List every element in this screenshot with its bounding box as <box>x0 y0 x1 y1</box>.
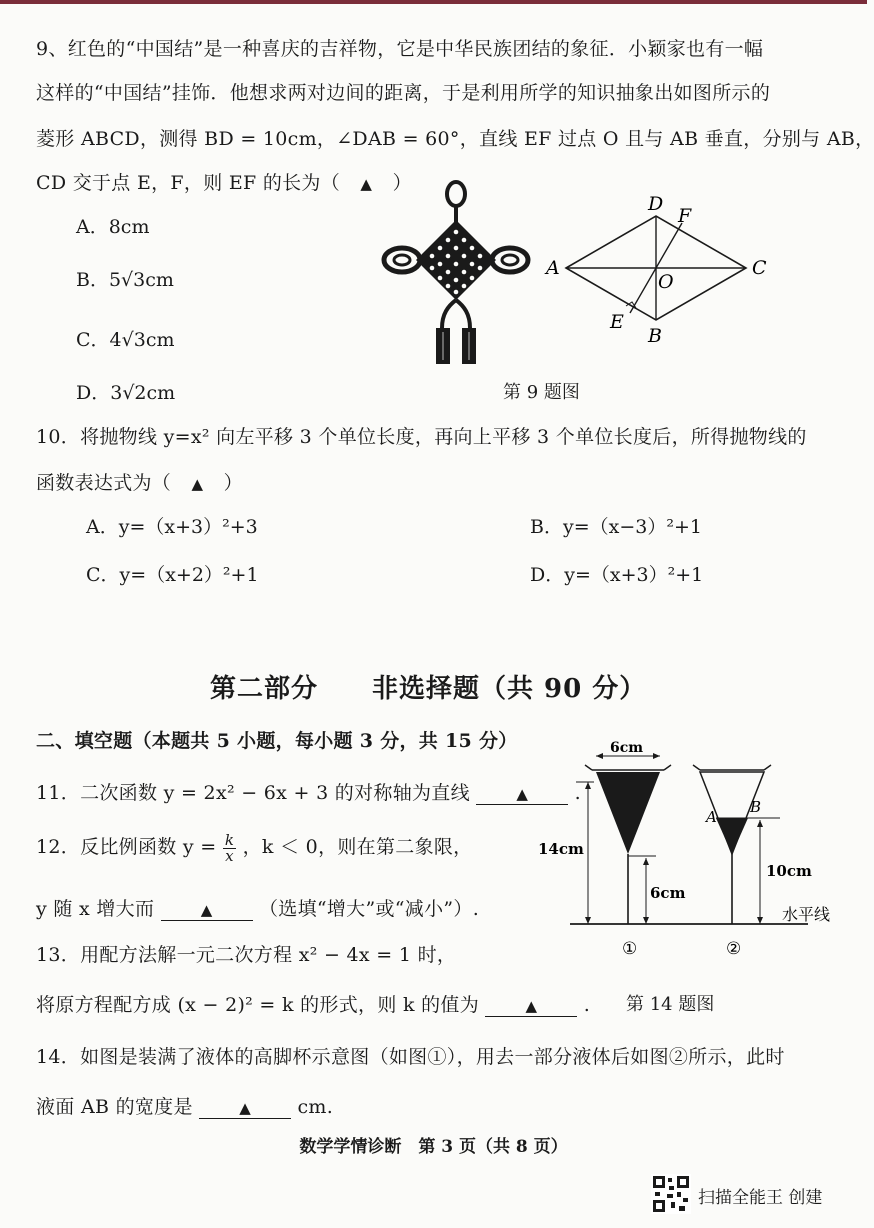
q12-condition: ，k ＜ 0，则在第二象限， <box>242 836 473 858</box>
q10-option-d: D．y=（x+3）²+1 <box>530 564 704 586</box>
figure-1-label: ① <box>622 939 638 959</box>
q12-hint: （选填“增大”或“减小”）. <box>258 898 480 920</box>
goblet-1-liquid <box>596 772 660 854</box>
liquid-height-label: 10cm <box>766 862 812 880</box>
total-height-label: 14cm <box>538 840 584 858</box>
q14-answer-blank[interactable] <box>199 1096 291 1119</box>
q13-line-1: 13．用配方法解一元二次方程 x² − 4x = 1 时， <box>36 944 457 966</box>
top-border <box>0 0 867 4</box>
q9-question-text: CD 交于点 E，F，则 EF 的长为（ <box>36 172 341 194</box>
q10-close-paren: ） <box>223 472 243 494</box>
q13-answer-blank[interactable] <box>485 994 577 1017</box>
chinese-knot-figure <box>378 180 530 370</box>
q9-option-b: B．5√3cm <box>76 269 174 291</box>
q12-line-1 <box>36 832 472 864</box>
q11-answer-blank[interactable] <box>476 782 568 805</box>
q14-text: 液面 AB 的宽度是 <box>36 1096 193 1118</box>
q12-answer-blank[interactable] <box>161 898 253 921</box>
q11-period: . <box>574 782 581 804</box>
q13-text: 将原方程配方成 (x − 2)² = k 的形式，则 k 的值为 <box>36 994 480 1016</box>
horizon-label: 水平线 <box>782 905 831 924</box>
q9-line-3: 菱形 ABCD，测得 BD = 10cm，∠DAB = 60°，直线 EF 过点 O 且与 AB 垂直，分别与 AB， <box>36 128 874 150</box>
q10-option-c: C．y=（x+2）²+1 <box>86 564 259 586</box>
q13-period: . <box>583 994 591 1016</box>
q10-option-a: A．y=（x+3）²+3 <box>86 516 258 538</box>
fraction-denominator: x <box>225 846 234 865</box>
answer-mark: ▲ <box>360 175 373 193</box>
answer-mark: ▲ <box>516 785 529 803</box>
rhombus-figure <box>540 190 780 350</box>
label-f: F <box>678 205 692 227</box>
label-c: C <box>752 257 767 279</box>
q10-question-text: 函数表达式为（ <box>36 472 172 494</box>
section-title: 第二部分 非选择题（共 90 分） <box>210 674 647 704</box>
label-a: A <box>706 808 717 826</box>
q12-text: 12．反比例函数 y = <box>36 836 217 858</box>
fraction-numerator: k <box>224 830 235 849</box>
q12-text-2: y 随 x 增大而 <box>36 898 155 920</box>
q9-close-paren: ） <box>392 172 412 194</box>
label-b: B <box>750 798 762 816</box>
stem-height-label: 6cm <box>650 884 686 902</box>
q13-line-2 <box>36 990 590 1017</box>
figure-2-label: ② <box>726 939 742 959</box>
answer-mark: ▲ <box>525 997 538 1015</box>
label-d: D <box>648 193 664 215</box>
q9-option-d: D．3√2cm <box>76 382 176 404</box>
q9-option-c: C．4√3cm <box>76 329 175 351</box>
label-e: E <box>610 311 624 333</box>
q12-line-2 <box>36 894 479 921</box>
goblet-2-liquid <box>716 818 748 854</box>
answer-mark: ▲ <box>191 475 204 493</box>
part2-heading: 二、填空题（本题共 5 小题，每小题 3 分，共 15 分） <box>36 730 518 752</box>
top-width-label: 6cm <box>610 740 644 756</box>
q9-line-2: 这样的“中国结”挂饰．他想求两对边间的距离，于是利用所学的知识抽象出如图所示的 <box>36 82 771 104</box>
label-a: A <box>546 257 560 279</box>
answer-mark: ▲ <box>200 901 213 919</box>
q14-figure-caption: 第 14 题图 <box>626 994 715 1015</box>
q9-line-4 <box>36 168 412 195</box>
q10-line-1: 10．将抛物线 y=x² 向左平移 3 个单位长度，再向上平移 3 个单位长度后，所得抛物线的 <box>36 426 807 448</box>
label-o: O <box>658 271 674 293</box>
q14-line-1: 14．如图是装满了液体的高脚杯示意图（如图①），用去一部分液体后如图②所示，此时 <box>36 1046 785 1068</box>
q9-line-1: 9、红色的“中国结”是一种喜庆的吉祥物，它是中华民族团结的象征．小颖家也有一幅 <box>36 38 764 60</box>
q9-figure-caption: 第 9 题图 <box>503 382 580 403</box>
q14-unit: cm. <box>297 1096 334 1118</box>
qr-code-icon <box>651 1174 691 1214</box>
q11-line <box>36 778 581 805</box>
q12-fraction <box>223 830 236 865</box>
q14-line-2 <box>36 1092 333 1119</box>
scanner-watermark: 扫描全能王 创建 <box>698 1188 823 1208</box>
label-b: B <box>648 325 662 347</box>
page-footer: 数学学情诊断 第 3 页（共 8 页） <box>299 1137 568 1157</box>
q10-option-b: B．y=（x−3）²+1 <box>530 516 702 538</box>
answer-mark: ▲ <box>239 1099 252 1117</box>
q9-option-a: A．8cm <box>76 216 150 238</box>
goblet-figure <box>538 740 850 964</box>
q11-text: 11．二次函数 y = 2x² − 6x + 3 的对称轴为直线 <box>36 782 470 804</box>
q10-line-2 <box>36 468 243 495</box>
